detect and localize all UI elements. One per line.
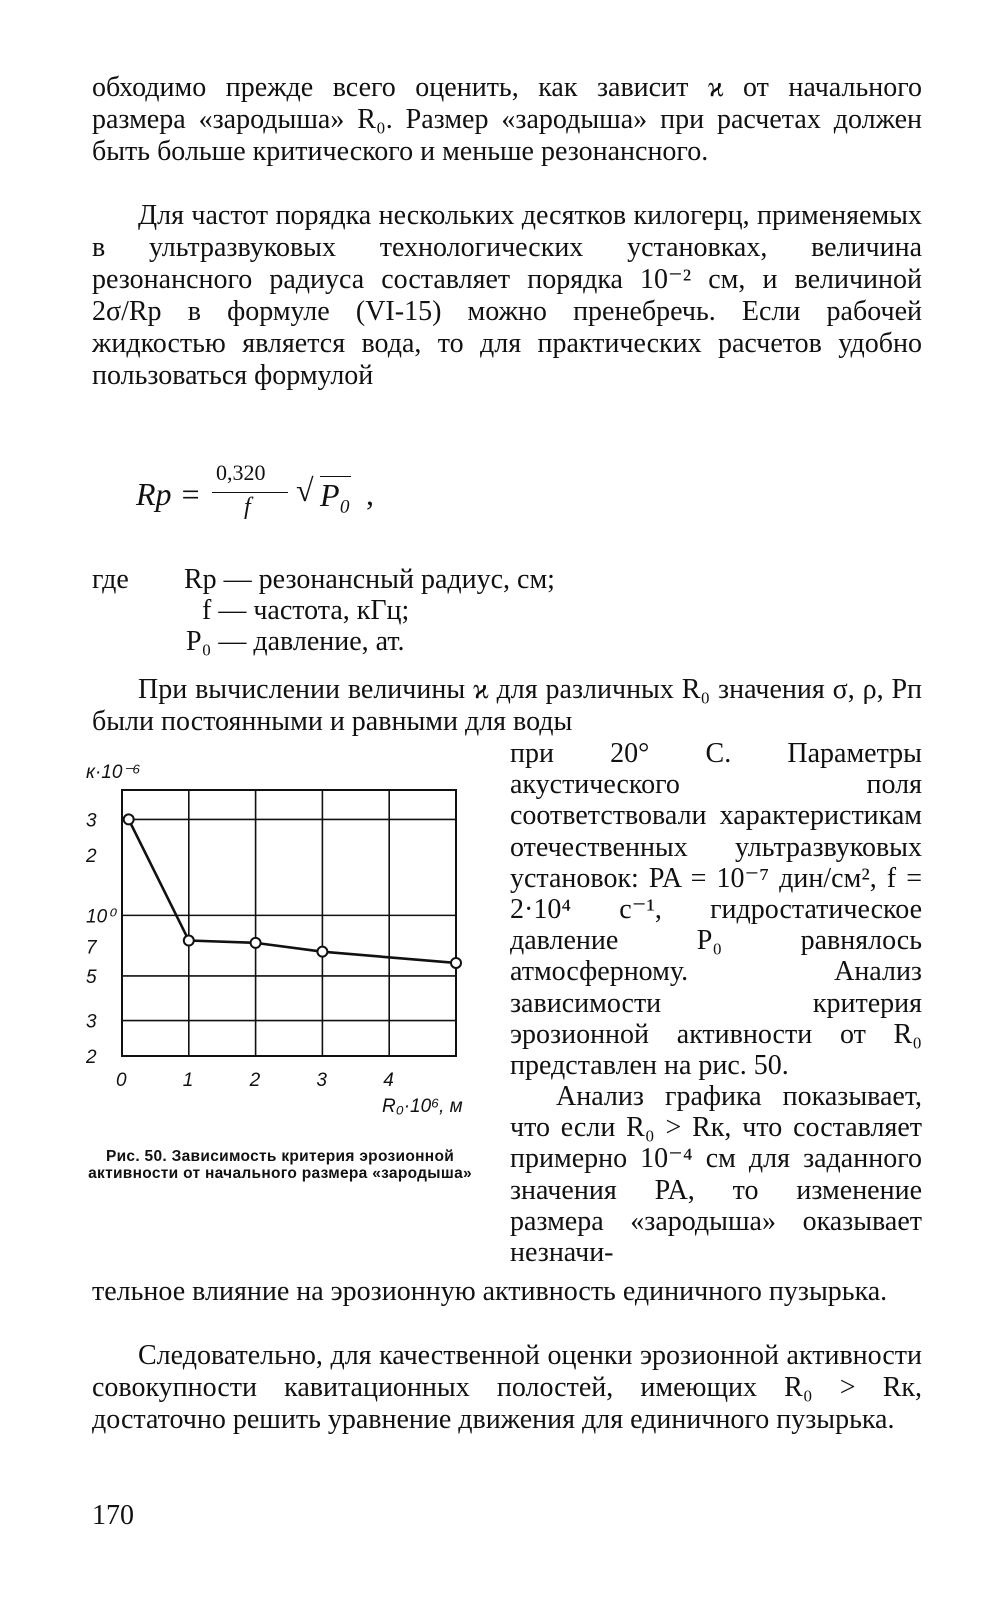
y-tick-label: 2 [86, 845, 97, 867]
data-point [184, 936, 194, 946]
formula [136, 462, 436, 532]
wrapped-text-2: Анализ графика показывает, что если R₀ > Rк, что составляет примерно 10⁻⁴ см для заданного значения PA, то изменение размера «зародыша» оказывает незначи- [510, 1081, 922, 1269]
y-axis-label: к·10⁻⁶ [86, 762, 141, 783]
x-tick-label: 1 [182, 1070, 194, 1091]
data-point [317, 947, 327, 957]
formula-lhs: Rр = [136, 476, 202, 512]
x-tick-label: 3 [316, 1070, 327, 1091]
data-point [124, 814, 134, 824]
data-point [251, 938, 261, 948]
fraction-bar [212, 492, 288, 493]
where-line-3: P₀ — давление, ат. [186, 626, 405, 657]
chart [84, 758, 474, 1138]
figure-50 [84, 758, 474, 1143]
y-tick-label: 3 [86, 1011, 97, 1033]
data-point [451, 958, 461, 968]
y-tick-label: 3 [86, 810, 97, 832]
formula-numerator: 0,320 [216, 460, 266, 485]
formula-radicand: P₀ [320, 477, 351, 513]
x-tick-label: 2 [249, 1070, 261, 1091]
y-tick-label: 10⁰ [86, 906, 115, 928]
formula-denominator: f [244, 494, 251, 520]
x-axis-label: R₀·10⁶, м [382, 1096, 463, 1117]
figure-caption: Рис. 50. Зависимость критерия эрозионной активности от начального размера «зародыша» [88, 1148, 472, 1182]
formula-comma: , [366, 476, 374, 512]
paragraph-5: Следовательно, для качественной оценки эрозионной активности совокупности кавитационных полостей, имеющих R₀ > Rк, достаточно решить уравнение движения для единичного пузырька. [92, 1340, 922, 1435]
paragraph-3: При вычислении величины ϰ для различных R₀ значения σ, ρ, Pп были постоянными и равными для воды [92, 674, 922, 737]
y-tick-label: 7 [86, 937, 97, 959]
sqrt-icon: √ [296, 472, 314, 508]
wrapped-text: при 20° С. Параметры акустического поля соответствовали характеристикам отечественных ультразвуковых установок: PA = 10⁻⁷ дин/см², f = 2·10⁴ с⁻¹, гидростатическое давление P₀ равнялось атмосферному. Анализ зависимости критерия эрозионной активности от R₀ представлен на рис. 50. [510, 738, 922, 1082]
where-line-2: f — частота, кГц; [202, 595, 410, 626]
page-number: 170 [92, 1500, 134, 1531]
where-line-1: Rр — резонансный радиус, см; [184, 564, 555, 595]
paragraph-2: Для частот порядка нескольких десятков килогерц, применяемых в ультразвуковых технологических установках, величина резонансного радиуса составляет порядка 10⁻² см, и величиной 2σ/Rр в формуле (VI-15) можно пренебречь. Если рабочей жидкостью является вода, то для практических расчетов удобно пользоваться формулой [92, 200, 922, 391]
y-tick-label: 2 [86, 1047, 97, 1068]
x-tick-label: 0 [116, 1070, 127, 1091]
where-word: где [92, 564, 129, 595]
paragraph-1: обходимо прежде всего оценить, как зависит ϰ от начального размера «зародыша» R₀. Размер «зародыша» при расчетах должен быть больше критического и меньше резонансного. [92, 72, 922, 167]
paragraph-4: тельное влияние на эрозионную активность единичного пузырька. [92, 1276, 888, 1307]
y-tick-label: 5 [86, 966, 97, 988]
series-line [129, 819, 456, 963]
x-tick-label: 4 [383, 1070, 394, 1091]
plot-frame [122, 790, 456, 1056]
